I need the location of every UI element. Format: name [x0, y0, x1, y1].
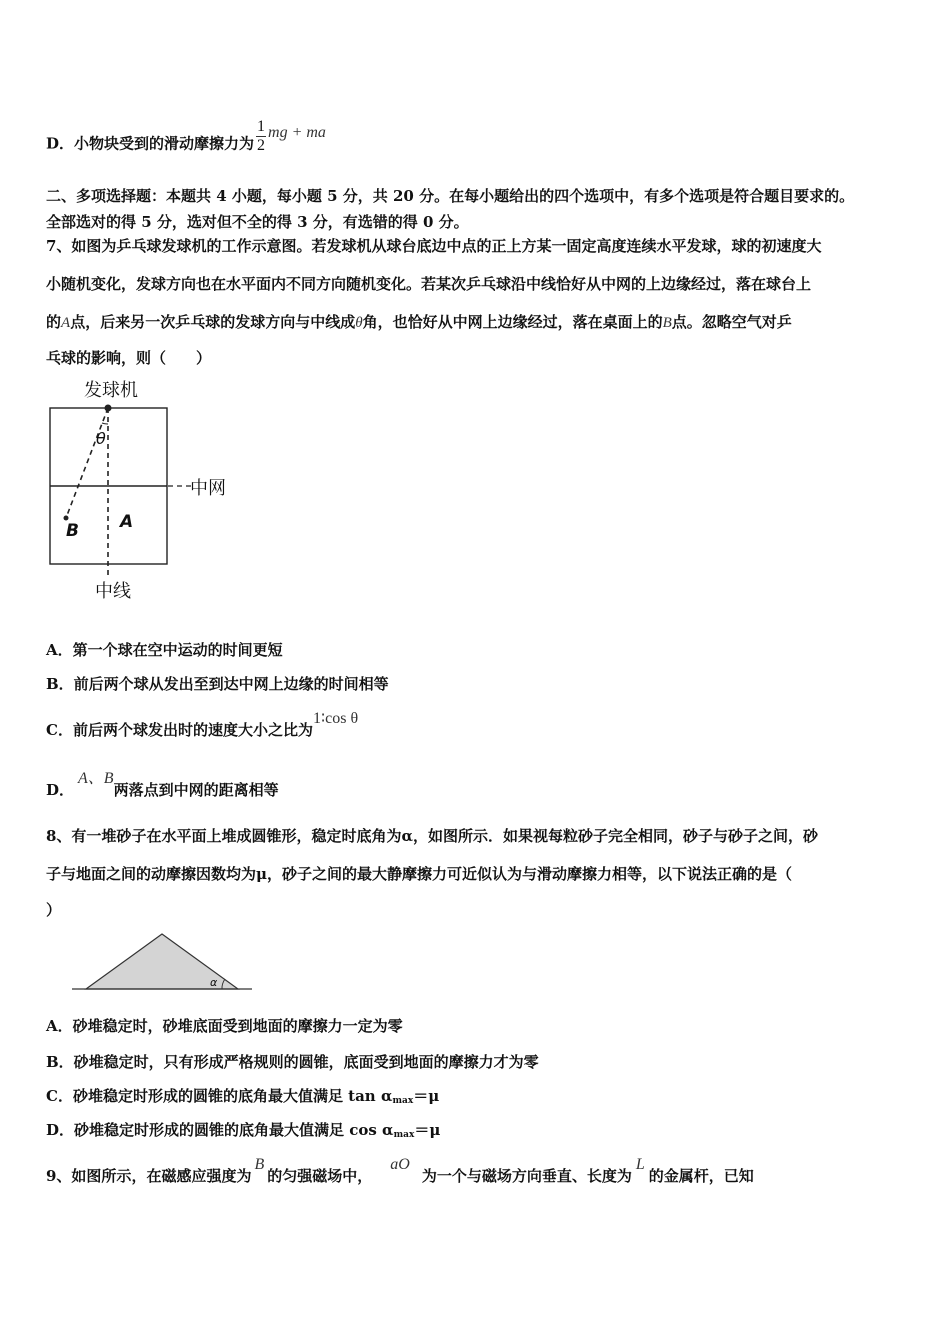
- q7-option-c-expr: 1∶cos θ: [312, 710, 359, 727]
- q8-option-b: B．砂堆稳定时，只有形成严格规则的圆锥，底面受到地面的摩擦力才为零: [46, 1053, 539, 1071]
- section2-heading-line2: 全部选对的得 5 分，选对但不全的得 3 分，有选错的得 0 分。: [46, 213, 469, 231]
- q8-stem-line1: 8、有一堆砂子在水平面上堆成圆锥形，稳定时底角为α，如图所示．如果视每粒砂子完全相同，砂子与砂子之间，砂: [46, 827, 818, 845]
- q7-point-b-marker: [64, 516, 69, 521]
- q9-var-ao: aO: [390, 1156, 410, 1173]
- q7-theta-ref: θ: [355, 315, 363, 331]
- q7-figure-angle: θ: [96, 429, 106, 448]
- q7-figure-point-a: A: [120, 512, 134, 532]
- q7-figure-net-label: 中网: [190, 478, 226, 499]
- q8-option-a: A．砂堆稳定时，砂堆底面受到地面的摩擦力一定为零: [46, 1017, 403, 1035]
- q8-figure-angle: α: [210, 976, 218, 989]
- q7-stem-line3: 的A点，后来另一次乒乓球的发球方向与中线成θ角，也恰好从中网上边缘经过，落在桌面上的B点。忽略空气对乒: [46, 313, 792, 331]
- q8-option-c: C．砂堆稳定时形成的圆锥的底角最大值满足 $\tan \alpha_{max}=\mu$: [46, 1087, 440, 1106]
- q6-option-d-fraction: $\frac{1}{2}$: [257, 118, 266, 154]
- q8-sand-cone-diagram: [70, 928, 260, 994]
- q7-figure-top-label: 发球机: [84, 380, 138, 401]
- q7-option-d: D．A、B两落点到中网的距离相等: [46, 770, 279, 799]
- q8-stem-line2: 子与地面之间的动摩擦因数均为μ，砂子之间的最大静摩擦力可近似认为与滑动摩擦力相等，以下说法正确的是（: [46, 865, 792, 883]
- q7-point-a-ref: A: [61, 315, 71, 331]
- q7-option-c: C．前后两个球发出时的速度大小之比为1∶cos θ: [46, 710, 359, 739]
- q6-option-d: [46, 118, 326, 163]
- q7-stem-line1: 7、如图为乒乓球发球机的工作示意图。若发球机从球台底边中点的正上方某一固定高度连续水平发球，球的初速度大: [46, 237, 822, 255]
- q7-option-b: B．前后两个球从发出至到达中网上边缘的时间相等: [46, 675, 389, 693]
- q7-stem-line2: 小随机变化，发球方向也在水平面内不同方向随机变化。若某次乒乓球沿中线恰好从中网的上边缘经过，落在球台上: [46, 275, 812, 293]
- q7-point-b-ref: B: [662, 315, 672, 331]
- q7-launcher-point: [105, 405, 112, 412]
- q8-stem-line3: ）: [46, 901, 62, 919]
- q7-angle-arc: [102, 423, 108, 424]
- q6-option-d-label: D．小物块受到的滑动摩擦力为: [46, 134, 255, 153]
- q9-var-b: B: [254, 1156, 265, 1173]
- q9-var-l: L: [635, 1156, 645, 1173]
- q7-table-diagram: [40, 372, 260, 608]
- q6-option-d-expr: mg + ma: [268, 123, 326, 141]
- q7-option-a: A．第一个球在空中运动的时间更短: [46, 641, 283, 659]
- q7-figure-centerline-label: 中线: [95, 581, 131, 602]
- q9-stem-line1: 9、如图所示，在磁感应强度为B的匀强磁场中，aO为一个与磁场方向垂直、长度为L的金属杆，已知: [46, 1156, 754, 1185]
- q8-option-d: D．砂堆稳定时形成的圆锥的底角最大值满足 $\cos \alpha_{max}=\mu$: [46, 1121, 441, 1140]
- q7-stem-line4: 乓球的影响，则（ ）: [46, 349, 212, 367]
- q7-option-d-expr: A、B: [78, 770, 114, 787]
- q7-trajectory-b: [66, 408, 108, 518]
- q7-figure-point-b: B: [66, 521, 79, 541]
- section2-heading-line1: 二、多项选择题：本题共 4 小题，每小题 5 分，共 20 分。在每小题给出的四个选项中，有多个选项是符合题目要求的。: [46, 187, 855, 205]
